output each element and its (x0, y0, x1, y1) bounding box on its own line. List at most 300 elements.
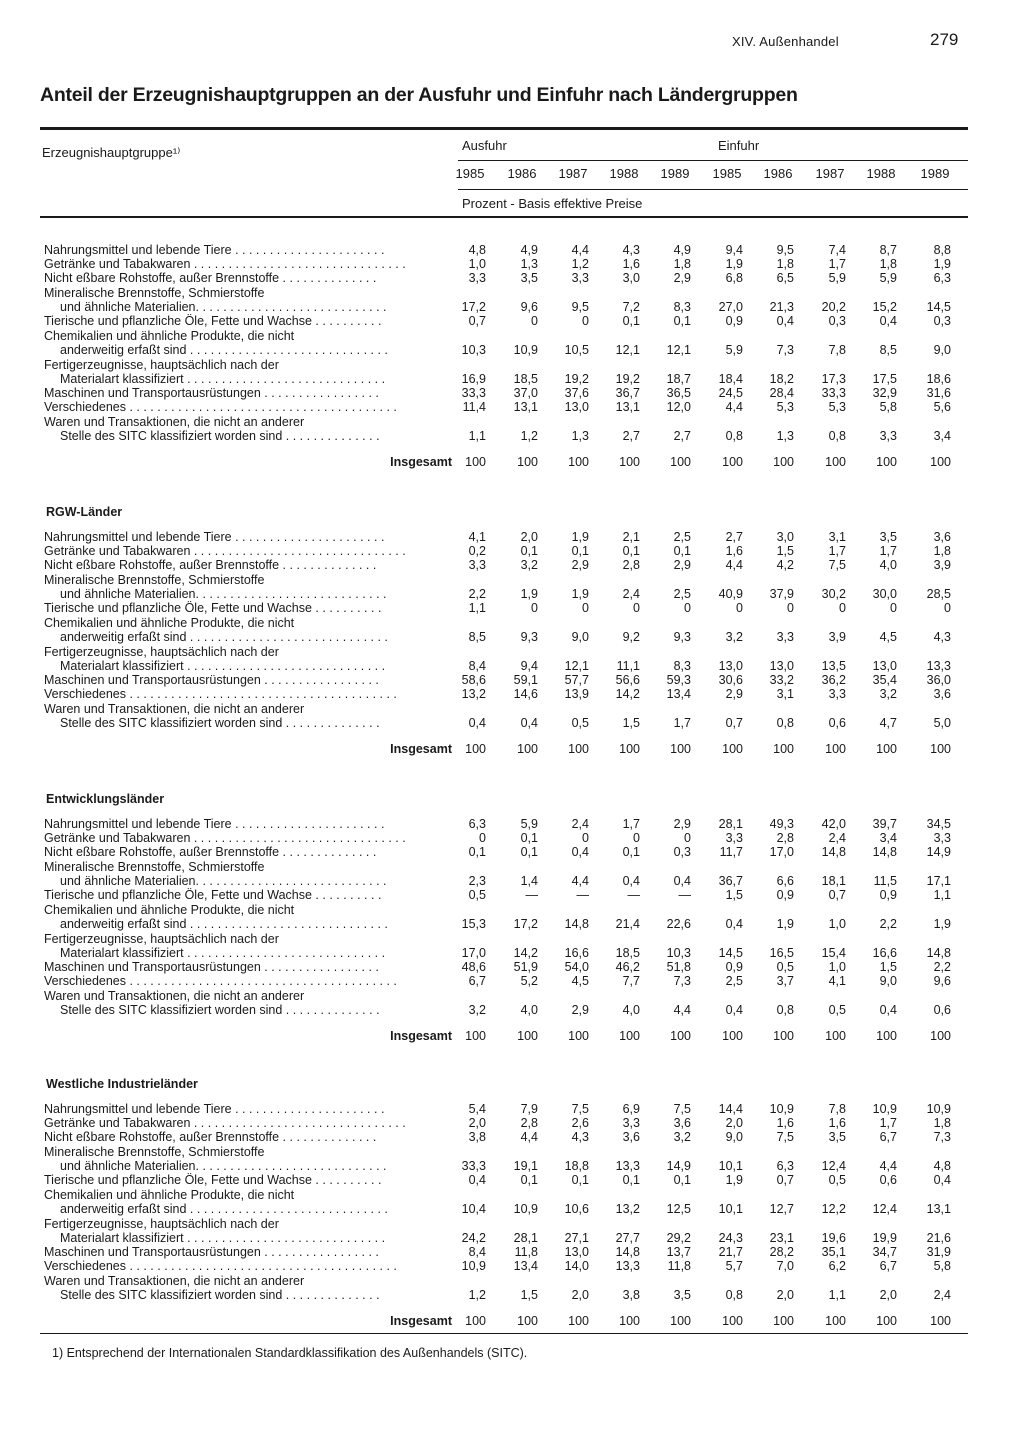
row-label: Mineralische Brennstoffe, Schmierstoffe (44, 860, 265, 874)
table-cell: 0 (633, 601, 640, 615)
row-label: Tierische und pflanzliche Öle, Fette und Wachse . . . . . . . . . . (44, 888, 382, 902)
total-cell: 100 (930, 455, 951, 469)
table-cell: 1,2 (468, 1288, 486, 1302)
table-cell: 0,5 (776, 960, 794, 974)
table-cell: 54,0 (564, 960, 589, 974)
table-cell: 30,2 (821, 587, 846, 601)
table-row (0, 1173, 1024, 1188)
table-cell: 8,5 (879, 343, 897, 357)
row-label: Chemikalien und ähnliche Produkte, die nicht (44, 329, 295, 343)
total-cell: 100 (619, 742, 640, 756)
table-cell: 13,0 (718, 659, 743, 673)
table-cell: 7,3 (776, 343, 794, 357)
table-cell: 0,1 (622, 544, 640, 558)
table-cell: 27,7 (615, 1231, 640, 1245)
total-cell: 100 (568, 1029, 589, 1043)
table-row (0, 558, 1024, 573)
table-cell: 10,3 (461, 343, 486, 357)
total-cell: 100 (517, 742, 538, 756)
table-cell: 1,9 (571, 587, 589, 601)
table-cell: 10,1 (718, 1159, 743, 1173)
table-cell: 35,4 (872, 673, 897, 687)
footnote: 1) Entsprechend der Internationalen Standardklassifikation des Außenhandels (SITC). (52, 1346, 528, 1360)
table-cell: 4,4 (879, 1159, 897, 1173)
table-cell: 33,3 (821, 386, 846, 400)
row-label: Nicht eßbare Rohstoffe, außer Brennstoffe . . . . . . . . . . . . . . (44, 558, 377, 572)
table-cell: 33,2 (769, 673, 794, 687)
table-cell: 1,2 (571, 257, 589, 271)
table-cell: 0 (531, 601, 538, 615)
table-row (0, 257, 1024, 272)
table-cell: 15,3 (461, 917, 486, 931)
table-cell: 3,3 (776, 630, 794, 644)
table-row (0, 687, 1024, 702)
table-cell: 2,7 (622, 429, 640, 443)
total-cell: 100 (670, 1314, 691, 1328)
page-title: Anteil der Erzeugnishauptgruppen an der Ausfuhr und Einfuhr nach Ländergruppen (40, 84, 798, 106)
total-cell: 100 (670, 1029, 691, 1043)
table-cell: 17,0 (461, 946, 486, 960)
table-cell: 1,6 (776, 1116, 794, 1130)
table-cell: 2,9 (673, 817, 691, 831)
table-row-label-line (0, 1188, 1024, 1203)
row-label: Chemikalien und ähnliche Produkte, die nicht (44, 616, 295, 630)
table-cell: 21,4 (615, 917, 640, 931)
table-cell: 13,4 (513, 1259, 538, 1273)
row-label: Getränke und Tabakwaren . . . . . . . . . . . . . . . . . . . . . . . . . . . . . . . (44, 544, 406, 558)
table-cell: 0,9 (725, 314, 743, 328)
table-cell: 19,1 (513, 1159, 538, 1173)
ausfuhr-header: Ausfuhr (462, 138, 507, 153)
table-cell: 1,5 (879, 960, 897, 974)
table-cell: 17,3 (821, 372, 846, 386)
table-cell: 0,4 (879, 1003, 897, 1017)
table-cell: — (678, 888, 691, 902)
header-bottom-rule (40, 216, 968, 218)
table-cell: 3,3 (571, 271, 589, 285)
table-cell: 13,0 (564, 1245, 589, 1259)
table-cell: 0 (684, 601, 691, 615)
table-cell: 17,2 (513, 917, 538, 931)
table-cell: 0 (787, 601, 794, 615)
table-cell: 2,7 (725, 530, 743, 544)
table-cell: 3,0 (776, 530, 794, 544)
table-cell: 6,9 (622, 1102, 640, 1116)
table-cell: 9,4 (520, 659, 538, 673)
table-cell: 0,1 (468, 845, 486, 859)
table-cell: 37,0 (513, 386, 538, 400)
table-cell: 14,5 (718, 946, 743, 960)
table-cell: 9,3 (520, 630, 538, 644)
row-label: Verschiedenes . . . . . . . . . . . . . . . . . . . . . . . . . . . . . . . . . . . . . . . (44, 400, 397, 414)
table-cell: 40,9 (718, 587, 743, 601)
table-cell: 14,5 (926, 300, 951, 314)
table-cell: 1,8 (933, 1116, 951, 1130)
row-label: Verschiedenes . . . . . . . . . . . . . . . . . . . . . . . . . . . . . . . . . . . . . . . (44, 974, 397, 988)
section-title: Westliche Industrieländer (46, 1077, 198, 1091)
table-row (0, 716, 1024, 731)
table-row-label-line (0, 286, 1024, 301)
table-cell: 2,4 (622, 587, 640, 601)
table-cell: 13,4 (666, 687, 691, 701)
row-label: Fertigerzeugnisse, hauptsächlich nach der (44, 1217, 279, 1231)
table-cell: 14,0 (564, 1259, 589, 1273)
table-cell: 1,6 (622, 257, 640, 271)
table-cell: 59,3 (666, 673, 691, 687)
total-cell: 100 (670, 742, 691, 756)
table-cell: 0,4 (879, 314, 897, 328)
table-cell: 8,3 (673, 300, 691, 314)
chapter-header: XIV. Außenhandel (732, 34, 839, 49)
table-cell: 11,4 (462, 400, 486, 414)
total-cell: 100 (876, 1029, 897, 1043)
table-cell: 5,9 (828, 271, 846, 285)
table-cell: 2,8 (622, 558, 640, 572)
table-cell: 9,5 (776, 243, 794, 257)
table-cell: 2,0 (725, 1116, 743, 1130)
table-cell: 13,3 (615, 1259, 640, 1273)
table-cell: 3,3 (468, 271, 486, 285)
row-label: Waren und Transaktionen, die nicht an anderer (44, 989, 305, 1003)
year-header: 1986 (507, 166, 537, 181)
table-row-label-line (0, 1274, 1024, 1289)
table-cell: 4,1 (828, 974, 846, 988)
total-cell: 100 (825, 742, 846, 756)
table-cell: 9,0 (725, 1130, 743, 1144)
table-cell: 9,4 (725, 243, 743, 257)
table-cell: 1,9 (776, 917, 794, 931)
table-cell: 8,4 (468, 1245, 486, 1259)
table-cell: 1,7 (673, 716, 691, 730)
table-cell: 1,9 (933, 257, 951, 271)
total-cell: 100 (773, 455, 794, 469)
table-cell: 33,3 (461, 386, 486, 400)
table-cell: 19,2 (564, 372, 589, 386)
table-cell: 1,2 (520, 429, 538, 443)
table-cell: 21,6 (926, 1231, 951, 1245)
table-cell: 0,5 (468, 888, 486, 902)
table-cell: 18,8 (564, 1159, 589, 1173)
table-cell: 51,8 (666, 960, 691, 974)
table-cell: 4,4 (571, 874, 589, 888)
table-cell: 2,9 (673, 271, 691, 285)
table-cell: 4,9 (520, 243, 538, 257)
row-label: Waren und Transaktionen, die nicht an anderer (44, 415, 305, 429)
total-cell: 100 (722, 742, 743, 756)
table-cell: 3,5 (520, 271, 538, 285)
total-label: Insgesamt (390, 1029, 452, 1043)
table-cell: 3,2 (879, 687, 897, 701)
table-cell: 2,6 (571, 1116, 589, 1130)
table-cell: 35,1 (821, 1245, 846, 1259)
table-cell: 1,9 (933, 917, 951, 931)
table-cell: 14,9 (926, 845, 951, 859)
table-cell: 0,4 (520, 716, 538, 730)
table-cell: 33,3 (461, 1159, 486, 1173)
total-cell: 100 (773, 1029, 794, 1043)
table-cell: 36,5 (666, 386, 691, 400)
table-cell: 12,4 (821, 1159, 846, 1173)
table-cell: 14,2 (513, 946, 538, 960)
table-cell: 10,9 (513, 343, 538, 357)
table-cell: 0,4 (725, 917, 743, 931)
table-cell: 2,9 (571, 1003, 589, 1017)
table-cell: 3,3 (468, 558, 486, 572)
table-cell: 2,0 (468, 1116, 486, 1130)
table-cell: 14,6 (513, 687, 538, 701)
table-cell: 0,7 (468, 314, 486, 328)
table-row (0, 946, 1024, 961)
total-cell: 100 (568, 742, 589, 756)
table-cell: 5,6 (933, 400, 951, 414)
table-cell: 4,3 (571, 1130, 589, 1144)
table-cell: 1,9 (725, 1173, 743, 1187)
table-cell: 14,8 (926, 946, 951, 960)
table-cell: 7,7 (622, 974, 640, 988)
total-cell: 100 (619, 1029, 640, 1043)
total-cell: 100 (825, 1314, 846, 1328)
page-number: 279 (930, 30, 959, 49)
table-cell: 1,7 (828, 257, 846, 271)
table-row (0, 1130, 1024, 1145)
table-cell: 0 (531, 314, 538, 328)
table-cell: 0 (479, 831, 486, 845)
table-cell: 11,8 (514, 1245, 538, 1259)
section-title: RGW-Länder (46, 505, 123, 519)
table-cell: 28,1 (718, 817, 743, 831)
table-cell: 0,4 (776, 314, 794, 328)
table-cell: 20,2 (821, 300, 846, 314)
table-cell: 1,8 (933, 544, 951, 558)
total-cell: 100 (930, 1314, 951, 1328)
row-label: Materialart klassifiziert . . . . . . . . . . . . . . . . . . . . . . . . . . . . . (60, 659, 386, 673)
table-cell: 1,1 (933, 888, 951, 902)
row-label: Verschiedenes . . . . . . . . . . . . . . . . . . . . . . . . . . . . . . . . . . . . . . . (44, 687, 397, 701)
table-cell: 0 (582, 314, 589, 328)
table-row (0, 544, 1024, 559)
table-cell: 0,5 (571, 716, 589, 730)
table-cell: 30,6 (718, 673, 743, 687)
table-cell: 17,2 (461, 300, 486, 314)
table-cell: 10,9 (926, 1102, 951, 1116)
table-cell: 2,2 (933, 960, 951, 974)
table-row (0, 1259, 1024, 1274)
table-cell: 2,9 (725, 687, 743, 701)
total-cell: 100 (825, 455, 846, 469)
table-cell: 18,7 (666, 372, 691, 386)
table-cell: 1,7 (622, 817, 640, 831)
table-cell: 3,5 (879, 530, 897, 544)
table-cell: 10,5 (564, 343, 589, 357)
table-cell: 17,0 (769, 845, 794, 859)
table-cell: 9,6 (933, 974, 951, 988)
table-cell: 6,8 (725, 271, 743, 285)
table-cell: 13,9 (564, 687, 589, 701)
table-cell: 34,5 (926, 817, 951, 831)
table-cell: 7,2 (622, 300, 640, 314)
table-row-label-line (0, 989, 1024, 1004)
table-row (0, 673, 1024, 688)
table-cell: 5,3 (828, 400, 846, 414)
total-cell: 100 (825, 1029, 846, 1043)
row-label: Chemikalien und ähnliche Produkte, die nicht (44, 1188, 295, 1202)
table-cell: 7,9 (520, 1102, 538, 1116)
table-cell: 28,5 (926, 587, 951, 601)
table-cell: 21,3 (769, 300, 794, 314)
table-cell: 16,6 (564, 946, 589, 960)
table-cell: 4,4 (520, 1130, 538, 1144)
table-cell: 15,4 (821, 946, 846, 960)
table-cell: 10,9 (513, 1202, 538, 1216)
total-label: Insgesamt (390, 1314, 452, 1328)
table-cell: 30,0 (872, 587, 897, 601)
row-label: und ähnliche Materialien. . . . . . . . . . . . . . . . . . . . . . . . . . . . (60, 300, 387, 314)
table-cell: 7,3 (673, 974, 691, 988)
table-cell: 8,8 (933, 243, 951, 257)
table-cell: 39,7 (872, 817, 897, 831)
table-cell: 2,1 (622, 530, 640, 544)
year-header: 1989 (920, 166, 950, 181)
table-cell: 8,5 (468, 630, 486, 644)
total-label: Insgesamt (390, 742, 452, 756)
table-cell: 18,6 (926, 372, 951, 386)
table-cell: 5,8 (879, 400, 897, 414)
total-cell: 100 (930, 1029, 951, 1043)
year-header: 1988 (609, 166, 639, 181)
table-cell: 4,9 (673, 243, 691, 257)
table-cell: 0 (736, 601, 743, 615)
table-cell: 36,0 (926, 673, 951, 687)
table-row (0, 845, 1024, 860)
total-cell: 100 (930, 742, 951, 756)
table-cell: 0,4 (468, 1173, 486, 1187)
table-cell: 48,6 (461, 960, 486, 974)
table-cell: 21,7 (718, 1245, 743, 1259)
table-cell: 3,2 (468, 1003, 486, 1017)
table-cell: 6,3 (933, 271, 951, 285)
table-cell: 2,9 (571, 558, 589, 572)
table-cell: 13,0 (872, 659, 897, 673)
table-cell: 4,8 (468, 243, 486, 257)
table-cell: 0,3 (673, 845, 691, 859)
table-cell: 1,7 (879, 1116, 897, 1130)
table-cell: 4,0 (622, 1003, 640, 1017)
table-cell: 5,9 (725, 343, 743, 357)
table-cell: 57,7 (564, 673, 589, 687)
table-cell: 9,6 (520, 300, 538, 314)
table-cell: 2,0 (776, 1288, 794, 1302)
row-label: Stelle des SITC klassifiziert worden sind . . . . . . . . . . . . . . (60, 429, 380, 443)
table-cell: 17,1 (926, 874, 951, 888)
row-label: Maschinen und Transportausrüstungen . . . . . . . . . . . . . . . . . (44, 673, 379, 687)
table-row-label-line (0, 358, 1024, 373)
table-cell: 22,6 (666, 917, 691, 931)
table-cell: 2,5 (725, 974, 743, 988)
table-cell: 13,0 (564, 400, 589, 414)
table-cell: 0,4 (725, 1003, 743, 1017)
row-label: Getränke und Tabakwaren . . . . . . . . . . . . . . . . . . . . . . . . . . . . . . . (44, 1116, 406, 1130)
table-row (0, 917, 1024, 932)
row-label: anderweitig erfaßt sind . . . . . . . . . . . . . . . . . . . . . . . . . . . . . (60, 1202, 388, 1216)
row-label: anderweitig erfaßt sind . . . . . . . . . . . . . . . . . . . . . . . . . . . . . (60, 917, 388, 931)
table-cell: 1,7 (879, 544, 897, 558)
table-cell: 0 (839, 601, 846, 615)
table-cell: 0,9 (725, 960, 743, 974)
total-row (0, 1029, 1024, 1044)
table-cell: — (525, 888, 538, 902)
table-cell: 1,1 (468, 429, 486, 443)
table-cell: 3,4 (933, 429, 951, 443)
table-row (0, 659, 1024, 674)
table-cell: 27,0 (718, 300, 743, 314)
table-cell: 4,4 (725, 400, 743, 414)
table-cell: 19,6 (821, 1231, 846, 1245)
table-cell: 1,8 (776, 257, 794, 271)
header-subrule (458, 160, 968, 161)
table-cell: 2,0 (520, 530, 538, 544)
table-row (0, 888, 1024, 903)
table-cell: 3,1 (828, 530, 846, 544)
table-cell: 3,1 (776, 687, 794, 701)
table-cell: 1,9 (725, 257, 743, 271)
table-cell: 5,0 (933, 716, 951, 730)
total-cell: 100 (773, 1314, 794, 1328)
table-cell: 14,8 (615, 1245, 640, 1259)
year-header: 1986 (763, 166, 793, 181)
year-header: 1985 (455, 166, 485, 181)
top-rule (40, 127, 968, 130)
row-label: Maschinen und Transportausrüstungen . . . . . . . . . . . . . . . . . (44, 960, 379, 974)
table-cell: 4,4 (725, 558, 743, 572)
table-cell: 12,2 (821, 1202, 846, 1216)
table-cell: 0,1 (520, 544, 538, 558)
total-label: Insgesamt (390, 455, 452, 469)
table-cell: 9,5 (571, 300, 589, 314)
table-row (0, 271, 1024, 286)
table-cell: 37,6 (564, 386, 589, 400)
row-label: anderweitig erfaßt sind . . . . . . . . . . . . . . . . . . . . . . . . . . . . . (60, 630, 388, 644)
table-row-label-line (0, 1217, 1024, 1232)
table-cell: 0,9 (879, 888, 897, 902)
total-cell: 100 (465, 742, 486, 756)
table-cell: 0,1 (520, 845, 538, 859)
table-cell: 4,0 (520, 1003, 538, 1017)
table-cell: 12,7 (769, 1202, 794, 1216)
table-cell: 4,0 (879, 558, 897, 572)
row-label: Fertigerzeugnisse, hauptsächlich nach der (44, 358, 279, 372)
table-cell: 0,8 (776, 716, 794, 730)
table-cell: 3,5 (828, 1130, 846, 1144)
table-cell: 0 (633, 831, 640, 845)
table-cell: 13,5 (821, 659, 846, 673)
table-cell: 28,4 (769, 386, 794, 400)
table-cell: 7,5 (571, 1102, 589, 1116)
group-column-header: Erzeugnishauptgruppe¹⁾ (42, 145, 181, 160)
table-cell: 19,9 (872, 1231, 897, 1245)
table-cell: 3,6 (933, 530, 951, 544)
row-label: Nicht eßbare Rohstoffe, außer Brennstoffe . . . . . . . . . . . . . . (44, 271, 377, 285)
table-cell: 28,1 (513, 1231, 538, 1245)
table-cell: 10,1 (718, 1202, 743, 1216)
total-cell: 100 (465, 455, 486, 469)
table-cell: 2,0 (571, 1288, 589, 1302)
table-row (0, 1202, 1024, 1217)
table-cell: 3,5 (673, 1288, 691, 1302)
table-row-label-line (0, 860, 1024, 875)
table-cell: 2,2 (879, 917, 897, 931)
table-cell: 58,6 (461, 673, 486, 687)
table-cell: 1,0 (828, 917, 846, 931)
